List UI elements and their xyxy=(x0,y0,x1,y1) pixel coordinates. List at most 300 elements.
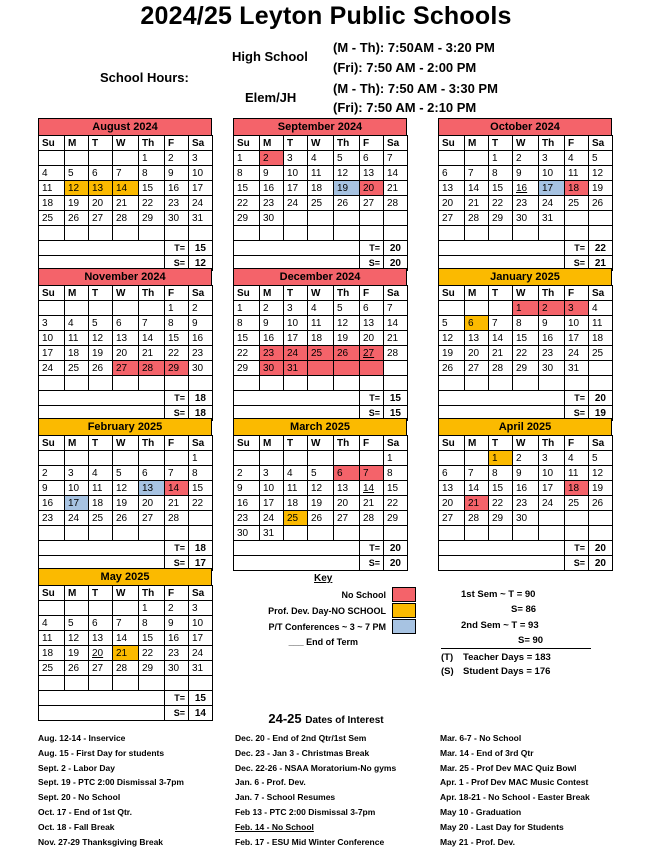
day-cell: 8 xyxy=(489,466,513,481)
day-cell: 30 xyxy=(539,361,565,376)
day-cell: 21 xyxy=(465,496,489,511)
weekday-header: Su xyxy=(39,136,65,151)
totals-spacer xyxy=(234,391,360,406)
day-cell: 21 xyxy=(113,196,139,211)
month-title: March 2025 xyxy=(233,418,407,435)
empty-cell xyxy=(465,526,489,541)
weekday-header: M xyxy=(465,436,489,451)
day-cell: 8 xyxy=(234,316,260,331)
day-cell: 29 xyxy=(234,361,260,376)
day-cell: 5 xyxy=(334,301,360,316)
no-school-swatch xyxy=(392,587,416,602)
empty-cell xyxy=(465,301,489,316)
empty-cell xyxy=(65,526,89,541)
empty-cell xyxy=(465,226,489,241)
day-cell: 1 xyxy=(139,151,165,166)
day-cell: 9 xyxy=(234,481,260,496)
day-cell: 9 xyxy=(539,316,565,331)
day-cell: 29 xyxy=(139,211,165,226)
day-cell: 31 xyxy=(189,661,213,676)
empty-cell xyxy=(39,376,65,391)
key-end-term: ___ End of Term xyxy=(288,637,358,647)
empty-cell xyxy=(489,526,513,541)
weekday-header: M xyxy=(260,136,284,151)
date-of-interest-item: Apr. 18-21 - No School - Easter Break xyxy=(440,792,590,803)
day-cell: 9 xyxy=(260,166,284,181)
day-cell: 19 xyxy=(89,346,113,361)
empty-cell xyxy=(384,526,408,541)
day-cell: 23 xyxy=(513,196,539,211)
day-cell: 24 xyxy=(284,196,308,211)
weekday-header: Th xyxy=(139,136,165,151)
day-cell: 9 xyxy=(165,166,189,181)
day-cell: 22 xyxy=(489,196,513,211)
day-cell: 23 xyxy=(165,646,189,661)
student-total-label: S= xyxy=(165,256,189,271)
date-of-interest-item: Sept. 2 - Labor Day xyxy=(38,762,115,773)
elem-jh-fri: (Fri): 7:50 AM - 2:10 PM xyxy=(333,100,477,115)
teacher-code: (T) xyxy=(441,652,454,663)
empty-cell xyxy=(308,211,334,226)
day-cell: 12 xyxy=(65,181,89,196)
day-cell: 28 xyxy=(360,511,384,526)
day-cell: 12 xyxy=(113,481,139,496)
day-cell: 24 xyxy=(539,496,565,511)
day-cell: 27 xyxy=(439,211,465,226)
empty-cell xyxy=(565,226,589,241)
teacher-total-label: T= xyxy=(165,691,189,706)
day-cell: 22 xyxy=(189,496,213,511)
student-total-label: S= xyxy=(360,406,384,421)
totals-spacer xyxy=(234,541,360,556)
weekday-header: Sa xyxy=(189,136,213,151)
day-cell: 23 xyxy=(513,496,539,511)
weekday-header: Sa xyxy=(189,286,213,301)
sem2-student: S= 90 xyxy=(518,635,544,646)
day-cell: 22 xyxy=(384,496,408,511)
day-cell: 2 xyxy=(39,466,65,481)
totals-spacer xyxy=(39,241,165,256)
day-cell: 28 xyxy=(465,511,489,526)
key-no-school: No School xyxy=(341,590,386,600)
day-cell: 26 xyxy=(113,511,139,526)
weekday-header: W xyxy=(308,136,334,151)
empty-cell xyxy=(139,676,165,691)
date-of-interest-item: Apr. 1 - Prof Dev MAC Music Contest xyxy=(440,777,589,788)
empty-cell xyxy=(284,526,308,541)
empty-cell xyxy=(65,451,89,466)
day-cell: 7 xyxy=(113,166,139,181)
day-cell: 5 xyxy=(308,466,334,481)
sem1-teacher: 1st Sem ~ T = 90 xyxy=(461,589,536,600)
weekday-header: Th xyxy=(139,436,165,451)
day-cell: 31 xyxy=(284,361,308,376)
student-total-label: S= xyxy=(565,406,589,421)
student-total-label: S= xyxy=(565,256,589,271)
day-cell: 3 xyxy=(539,451,565,466)
day-cell: 21 xyxy=(384,181,408,196)
teacher-total-value: 20 xyxy=(589,541,613,556)
day-cell: 13 xyxy=(89,181,113,196)
date-of-interest-item: Mar. 14 - End of 3rd Qtr xyxy=(440,747,534,758)
empty-cell xyxy=(234,226,260,241)
key-prof-dev: Prof. Dev. Day-NO SCHOOL xyxy=(268,606,386,616)
day-cell: 1 xyxy=(384,451,408,466)
day-cell: 9 xyxy=(513,166,539,181)
empty-cell xyxy=(284,451,308,466)
teacher-total-value: 18 xyxy=(189,541,213,556)
empty-cell xyxy=(165,451,189,466)
day-cell: 6 xyxy=(113,316,139,331)
teacher-total-label: T= xyxy=(565,541,589,556)
day-cell: 23 xyxy=(539,346,565,361)
high-school-fri: (Fri): 7:50 AM - 2:00 PM xyxy=(333,60,477,75)
teacher-total-label: T= xyxy=(165,241,189,256)
day-cell: 10 xyxy=(565,316,589,331)
month-calendar xyxy=(233,118,407,271)
day-cell: 24 xyxy=(65,511,89,526)
month-calendar xyxy=(438,268,612,421)
day-cell: 25 xyxy=(39,661,65,676)
day-cell: 16 xyxy=(513,181,539,196)
day-cell: 25 xyxy=(565,196,589,211)
day-cell: 26 xyxy=(89,361,113,376)
empty-cell xyxy=(539,376,565,391)
day-cell: 8 xyxy=(384,466,408,481)
day-cell: 10 xyxy=(65,481,89,496)
day-cell: 16 xyxy=(234,496,260,511)
weekday-header: M xyxy=(260,286,284,301)
weekday-header: Sa xyxy=(384,436,408,451)
day-cell: 16 xyxy=(165,181,189,196)
month-calendar xyxy=(438,118,612,271)
day-cell: 19 xyxy=(589,181,613,196)
weekday-header: Su xyxy=(234,286,260,301)
empty-cell xyxy=(465,451,489,466)
empty-cell xyxy=(65,676,89,691)
sem2-teacher: 2nd Sem ~ T = 93 xyxy=(461,620,539,631)
day-cell: 2 xyxy=(234,466,260,481)
day-cell: 28 xyxy=(489,361,513,376)
weekday-header: F xyxy=(165,436,189,451)
weekday-header: M xyxy=(465,136,489,151)
day-cell: 24 xyxy=(284,346,308,361)
empty-cell xyxy=(334,361,360,376)
day-cell: 28 xyxy=(165,511,189,526)
empty-cell xyxy=(189,511,213,526)
day-cell: 13 xyxy=(139,481,165,496)
empty-cell xyxy=(65,151,89,166)
teacher-total-label: T= xyxy=(565,391,589,406)
empty-cell xyxy=(360,226,384,241)
day-cell: 14 xyxy=(360,481,384,496)
day-cell: 15 xyxy=(513,331,539,346)
date-of-interest-item: May 10 - Graduation xyxy=(440,807,522,817)
day-cell: 7 xyxy=(360,466,384,481)
empty-cell xyxy=(360,376,384,391)
day-cell: 5 xyxy=(589,451,613,466)
day-cell: 4 xyxy=(565,451,589,466)
day-cell: 20 xyxy=(334,496,360,511)
day-cell: 10 xyxy=(539,166,565,181)
empty-cell xyxy=(39,526,65,541)
empty-cell xyxy=(489,376,513,391)
empty-cell xyxy=(113,376,139,391)
day-cell: 2 xyxy=(513,451,539,466)
empty-cell xyxy=(89,226,113,241)
empty-cell xyxy=(113,526,139,541)
month-title: August 2024 xyxy=(38,118,212,135)
day-cell: 19 xyxy=(589,481,613,496)
day-cell: 11 xyxy=(565,166,589,181)
day-cell: 6 xyxy=(89,166,113,181)
day-cell: 1 xyxy=(234,151,260,166)
empty-cell xyxy=(513,526,539,541)
day-cell: 15 xyxy=(234,331,260,346)
totals-spacer xyxy=(234,556,360,571)
weekday-header: Th xyxy=(334,436,360,451)
month-title: April 2025 xyxy=(438,418,612,435)
empty-cell xyxy=(489,301,513,316)
day-cell: 15 xyxy=(489,481,513,496)
empty-cell xyxy=(165,226,189,241)
day-cell: 26 xyxy=(589,196,613,211)
day-cell: 4 xyxy=(565,151,589,166)
day-cell: 27 xyxy=(89,211,113,226)
weekday-header: T xyxy=(89,286,113,301)
day-cell: 7 xyxy=(113,616,139,631)
day-cell: 24 xyxy=(189,196,213,211)
day-cell: 23 xyxy=(39,511,65,526)
weekday-header: T xyxy=(489,436,513,451)
weekday-header: T xyxy=(284,286,308,301)
date-of-interest-item: Aug. 15 - First Day for students xyxy=(38,747,165,758)
day-cell: 19 xyxy=(439,346,465,361)
weekday-header: F xyxy=(565,136,589,151)
day-cell: 18 xyxy=(565,481,589,496)
empty-cell xyxy=(589,526,613,541)
day-cell: 12 xyxy=(334,166,360,181)
empty-cell xyxy=(284,226,308,241)
day-cell: 28 xyxy=(113,661,139,676)
day-cell: 5 xyxy=(65,616,89,631)
day-cell: 4 xyxy=(308,301,334,316)
day-cell: 19 xyxy=(334,181,360,196)
day-cell: 14 xyxy=(113,631,139,646)
day-cell: 26 xyxy=(334,196,360,211)
day-cell: 8 xyxy=(234,166,260,181)
empty-cell xyxy=(139,226,165,241)
student-total-label: S= xyxy=(165,706,189,721)
empty-cell xyxy=(89,376,113,391)
empty-cell xyxy=(308,451,334,466)
day-cell: 7 xyxy=(384,151,408,166)
empty-cell xyxy=(260,226,284,241)
empty-cell xyxy=(439,151,465,166)
month-title: May 2025 xyxy=(38,568,212,585)
day-cell: 15 xyxy=(234,181,260,196)
day-cell: 12 xyxy=(439,331,465,346)
day-cell: 11 xyxy=(565,466,589,481)
day-cell: 20 xyxy=(113,346,139,361)
empty-cell xyxy=(334,451,360,466)
teacher-total-label: T= xyxy=(165,391,189,406)
day-cell: 28 xyxy=(384,196,408,211)
day-cell: 20 xyxy=(89,646,113,661)
date-of-interest-item: Feb. 14 - No School xyxy=(235,821,314,832)
day-cell: 25 xyxy=(565,496,589,511)
empty-cell xyxy=(189,376,213,391)
date-of-interest-item: Dec. 23 - Jan 3 - Christmas Break xyxy=(235,747,370,758)
day-cell: 10 xyxy=(189,166,213,181)
day-cell: 4 xyxy=(308,151,334,166)
day-cell: 15 xyxy=(384,481,408,496)
weekday-header: W xyxy=(113,586,139,601)
day-cell: 2 xyxy=(165,151,189,166)
empty-cell xyxy=(334,226,360,241)
empty-cell xyxy=(589,511,613,526)
weekday-header: Th xyxy=(139,286,165,301)
weekday-header: Sa xyxy=(589,436,613,451)
day-cell: 16 xyxy=(165,631,189,646)
day-cell: 17 xyxy=(539,481,565,496)
day-cell: 17 xyxy=(260,496,284,511)
day-cell: 8 xyxy=(189,466,213,481)
day-cell: 27 xyxy=(113,361,139,376)
empty-cell xyxy=(139,376,165,391)
day-cell: 10 xyxy=(189,616,213,631)
student-total-value: 20 xyxy=(384,556,408,571)
day-cell: 27 xyxy=(465,361,489,376)
weekday-header: M xyxy=(65,586,89,601)
day-cell: 23 xyxy=(165,196,189,211)
day-cell: 16 xyxy=(189,331,213,346)
empty-cell xyxy=(334,376,360,391)
day-cell: 24 xyxy=(260,511,284,526)
day-cell: 11 xyxy=(39,181,65,196)
sem1-student: S= 86 xyxy=(511,604,537,615)
day-cell: 8 xyxy=(489,166,513,181)
day-cell: 7 xyxy=(489,316,513,331)
day-cell: 19 xyxy=(308,496,334,511)
empty-cell xyxy=(565,511,589,526)
empty-cell xyxy=(189,526,213,541)
day-cell: 11 xyxy=(308,316,334,331)
day-cell: 31 xyxy=(260,526,284,541)
empty-cell xyxy=(334,211,360,226)
empty-cell xyxy=(39,226,65,241)
day-cell: 19 xyxy=(65,646,89,661)
empty-cell xyxy=(308,376,334,391)
month-title: January 2025 xyxy=(438,268,612,285)
weekday-header: Su xyxy=(439,136,465,151)
teacher-total-label: T= xyxy=(360,241,384,256)
weekday-header: T xyxy=(89,436,113,451)
student-total-value: 14 xyxy=(189,706,213,721)
empty-cell xyxy=(113,151,139,166)
weekday-header: Su xyxy=(39,586,65,601)
date-of-interest-item: Jan. 6 - Prof. Dev. xyxy=(235,777,306,788)
empty-cell xyxy=(65,301,89,316)
empty-cell xyxy=(565,211,589,226)
weekday-header: T xyxy=(89,586,113,601)
day-cell: 16 xyxy=(539,331,565,346)
empty-cell xyxy=(439,451,465,466)
date-of-interest-item: May 21 - Prof. Dev. xyxy=(440,836,515,847)
empty-cell xyxy=(65,226,89,241)
day-cell: 4 xyxy=(39,166,65,181)
month-title: December 2024 xyxy=(233,268,407,285)
empty-cell xyxy=(308,226,334,241)
day-cell: 24 xyxy=(539,196,565,211)
student-total-label: S= xyxy=(565,556,589,571)
weekday-header: M xyxy=(65,286,89,301)
day-cell: 15 xyxy=(139,181,165,196)
date-of-interest-item: Sept. 19 - PTC 2:00 Dismissal 3-7pm xyxy=(38,777,184,788)
day-cell: 30 xyxy=(513,211,539,226)
date-of-interest-item: Dec. 20 - End of 2nd Qtr/1st Sem xyxy=(235,733,367,743)
school-hours-label: School Hours: xyxy=(100,70,189,85)
student-days: Student Days = 176 xyxy=(463,666,551,677)
day-cell: 18 xyxy=(589,331,613,346)
teacher-total-label: T= xyxy=(360,391,384,406)
day-cell: 17 xyxy=(65,496,89,511)
day-cell: 14 xyxy=(465,481,489,496)
day-cell: 4 xyxy=(39,616,65,631)
date-of-interest-item: Aug. 12-14 - Inservice xyxy=(38,733,126,743)
day-cell: 24 xyxy=(565,346,589,361)
teacher-total-label: T= xyxy=(565,241,589,256)
day-cell: 9 xyxy=(165,616,189,631)
weekday-header: T xyxy=(89,136,113,151)
month-calendar xyxy=(438,418,612,571)
student-total-value: 20 xyxy=(589,556,613,571)
empty-cell xyxy=(589,211,613,226)
day-cell: 30 xyxy=(513,511,539,526)
day-cell: 26 xyxy=(65,211,89,226)
day-cell: 29 xyxy=(165,361,189,376)
weekday-header: W xyxy=(113,136,139,151)
empty-cell xyxy=(65,376,89,391)
teacher-total-value: 18 xyxy=(189,391,213,406)
student-total-label: S= xyxy=(165,556,189,571)
day-cell: 27 xyxy=(139,511,165,526)
day-cell: 20 xyxy=(89,196,113,211)
empty-cell xyxy=(89,301,113,316)
weekday-header: W xyxy=(308,286,334,301)
date-of-interest-item: Sept. 20 - No School xyxy=(38,792,121,803)
day-cell: 17 xyxy=(39,346,65,361)
empty-cell xyxy=(308,526,334,541)
day-cell: 6 xyxy=(465,316,489,331)
empty-cell xyxy=(384,211,408,226)
day-cell: 11 xyxy=(89,481,113,496)
empty-cell xyxy=(360,451,384,466)
day-cell: 18 xyxy=(565,181,589,196)
weekday-header: M xyxy=(465,286,489,301)
day-cell: 20 xyxy=(360,331,384,346)
empty-cell xyxy=(360,211,384,226)
day-cell: 18 xyxy=(308,331,334,346)
empty-cell xyxy=(513,376,539,391)
student-total-value: 20 xyxy=(384,256,408,271)
day-cell: 25 xyxy=(89,511,113,526)
day-cell: 2 xyxy=(539,301,565,316)
weekday-header: Su xyxy=(439,286,465,301)
day-cell: 22 xyxy=(165,346,189,361)
day-cell: 9 xyxy=(189,316,213,331)
student-total-label: S= xyxy=(360,556,384,571)
